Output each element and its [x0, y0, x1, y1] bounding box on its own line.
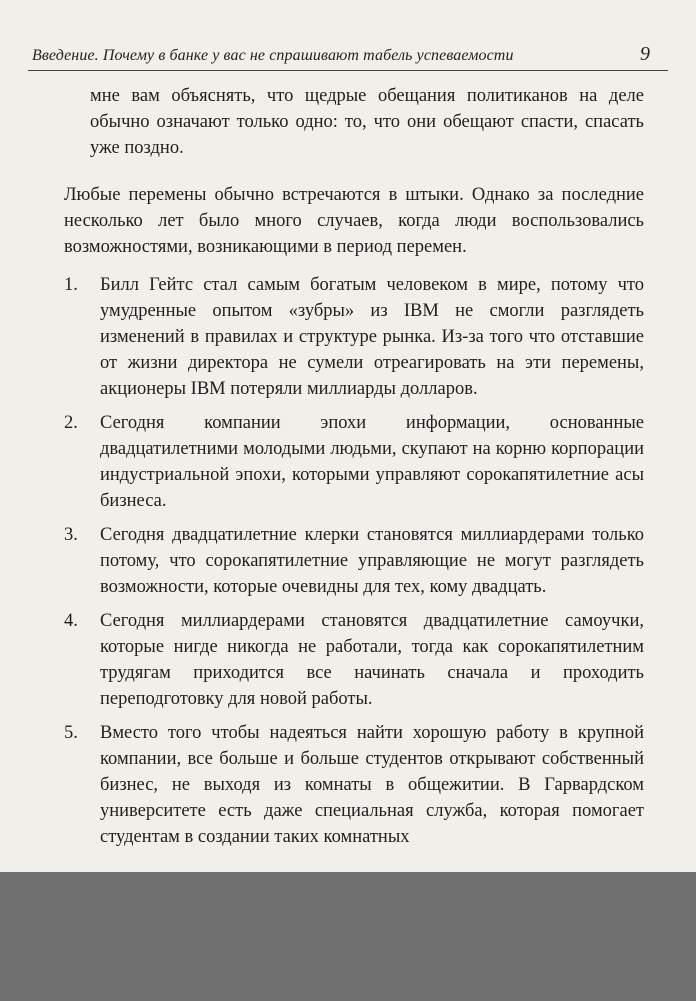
list-item [64, 608, 644, 712]
list-item-number: 5. [64, 723, 78, 743]
list-item-text: Сегодня компании эпохи информации, основанные двадцатилетними молодыми людьми, скупают на корню корпорации индустриальной эпохи, которыми управляют сорокапятилетние асы бизнеса. [100, 413, 644, 511]
list-item [64, 272, 644, 402]
list-item [64, 522, 644, 600]
list-item-number: 2. [64, 413, 78, 433]
running-header [28, 40, 668, 70]
list-item-number: 3. [64, 525, 78, 545]
list-item [64, 410, 644, 514]
list-item-text: Билл Гейтс стал самым богатым человеком в мире, потому что умудренные опытом «зубры» из IBM не смогли разглядеть изменений в правилах и структуре рынка. Из-за того что отставшие от жизни директора не сумели отреагировать на эти перемены, акционеры IBM потеряли миллиарды долларов. [100, 275, 644, 399]
page-body [64, 83, 644, 858]
header-rule [28, 70, 668, 71]
list-item-number: 1. [64, 275, 78, 295]
continued-paragraph: мне вам объяснять, что щедрые обещания политиканов на деле обычно означают только одно: то, что они обещают спасти, спасать уже поздно. [90, 86, 644, 158]
list-item-text: Сегодня миллиардерами становятся двадцатилетние самоучки, которые нигде никогда не работали, тогда как сорокапятилетним трудягам приходится все начинать сначала и проходить переподготовку для новой работы. [100, 611, 644, 709]
list-item [64, 720, 644, 850]
list-item-text: Сегодня двадцатилетние клерки становятся миллиардерами только потому, что сорокапятилетние управляющие не могут разглядеть возможности, которые очевидны для тех, кому двадцать. [100, 525, 644, 597]
page-number: 9 [640, 43, 650, 65]
numbered-list [64, 272, 644, 850]
scan-margin [0, 872, 696, 1001]
paragraph: Любые перемены обычно встречаются в штыки. Однако за последние несколько лет было много случаев, когда люди воспользовались возможностями, возникающими в период перемен. [64, 185, 644, 257]
chapter-title: Введение. Почему в банке у вас не спрашивают табель успеваемости [32, 47, 514, 64]
list-item-text: Вместо того чтобы надеяться найти хорошую работу в крупной компании, все больше и больше студентов открывают собственный бизнес, не выходя из комнаты в общежитии. В Гарвардском университете есть даже специальная служба, которая помогает студентам в создании таких комнатных [100, 723, 644, 847]
list-item-number: 4. [64, 611, 78, 631]
